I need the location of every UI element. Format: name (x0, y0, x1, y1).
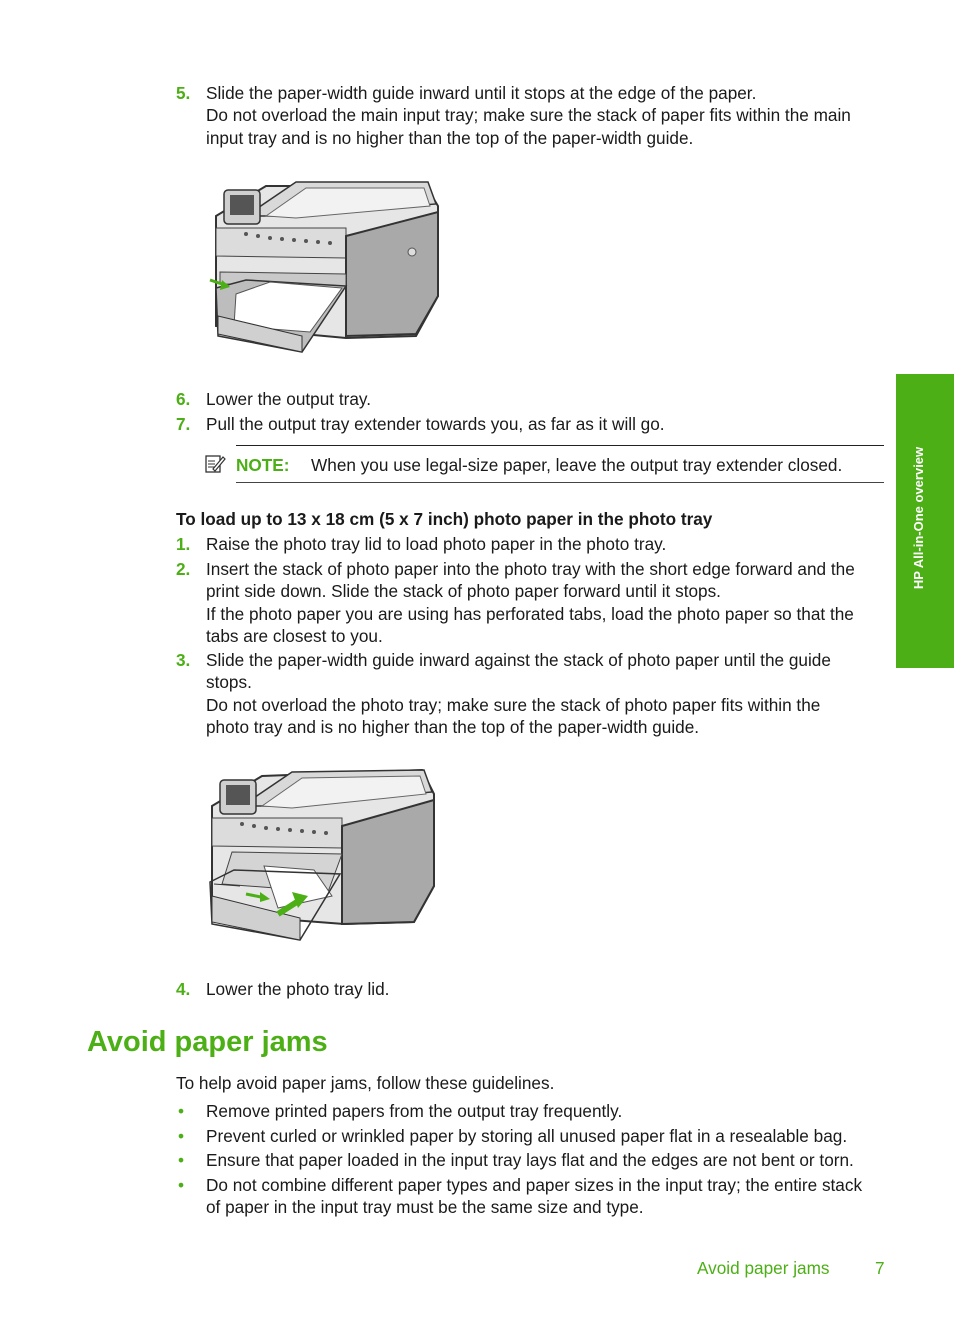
bullet-text: Do not combine different paper types and paper sizes in the input tray; the entire stack of paper in the input tray must be the same size and type. (206, 1175, 863, 1218)
section-title: Avoid paper jams (87, 1026, 328, 1058)
step-number: 7. (176, 414, 191, 434)
step-text: Pull the output tray extender towards you, as far as it will go. (206, 414, 665, 434)
printer-illustration-input-tray (206, 176, 442, 356)
step-number: 5. (176, 83, 191, 103)
step-text: Raise the photo tray lid to load photo paper in the photo tray. (206, 534, 667, 554)
step-number: 2. (176, 559, 191, 579)
bullet-text: Ensure that paper loaded in the input tray lays flat and the edges are not bent or torn. (206, 1150, 854, 1170)
bullet-text: Remove printed papers from the output tray frequently. (206, 1101, 623, 1121)
step-text: Insert the stack of photo paper into the photo tray with the short edge forward and the print side down. Slide the stack of photo paper forward until it stops. If the photo paper you are using has perforated tabs, load the photo paper so that the tabs are closest to you. (206, 559, 855, 647)
step-number: 3. (176, 650, 191, 670)
step-number: 4. (176, 979, 191, 999)
bullet-marker: • (178, 1101, 185, 1121)
page-number: 7 (875, 1258, 885, 1278)
bullet-marker: • (178, 1175, 185, 1195)
intro-text: To help avoid paper jams, follow these guidelines. (176, 1073, 555, 1093)
bullet-marker: • (178, 1126, 185, 1146)
bullet-text: Prevent curled or wrinkled paper by storing all unused paper flat in a resealable bag. (206, 1126, 848, 1146)
step-text: Lower the photo tray lid. (206, 979, 390, 999)
step-text: Lower the output tray. (206, 389, 371, 409)
step-number: 1. (176, 534, 191, 554)
printer-illustration-photo-tray (204, 766, 438, 946)
note-text: When you use legal-size paper, leave the output tray extender closed. (311, 455, 843, 475)
note-label: NOTE: (236, 455, 290, 475)
step-text: Slide the paper-width guide inward until it stops at the edge of the paper. Do not overload the main input tray; make sure the stack of paper fits within the main input tray and is no higher than the top of the paper-width guide. (206, 83, 851, 148)
sidebar-label: HP All-in-One overview (911, 446, 926, 590)
step-text: Slide the paper-width guide inward against the stack of photo paper until the guide stops. Do not overload the photo tray; make sure the stack of photo paper fits within the photo tray and is no higher than the top of the paper-width guide. (206, 650, 831, 738)
step-number: 6. (176, 389, 191, 409)
footer-section-title: Avoid paper jams (697, 1258, 830, 1278)
note-icon (204, 453, 226, 475)
bullet-marker: • (178, 1150, 185, 1170)
note-content (236, 454, 886, 476)
section-heading: To load up to 13 x 18 cm (5 x 7 inch) photo paper in the photo tray (176, 509, 713, 529)
